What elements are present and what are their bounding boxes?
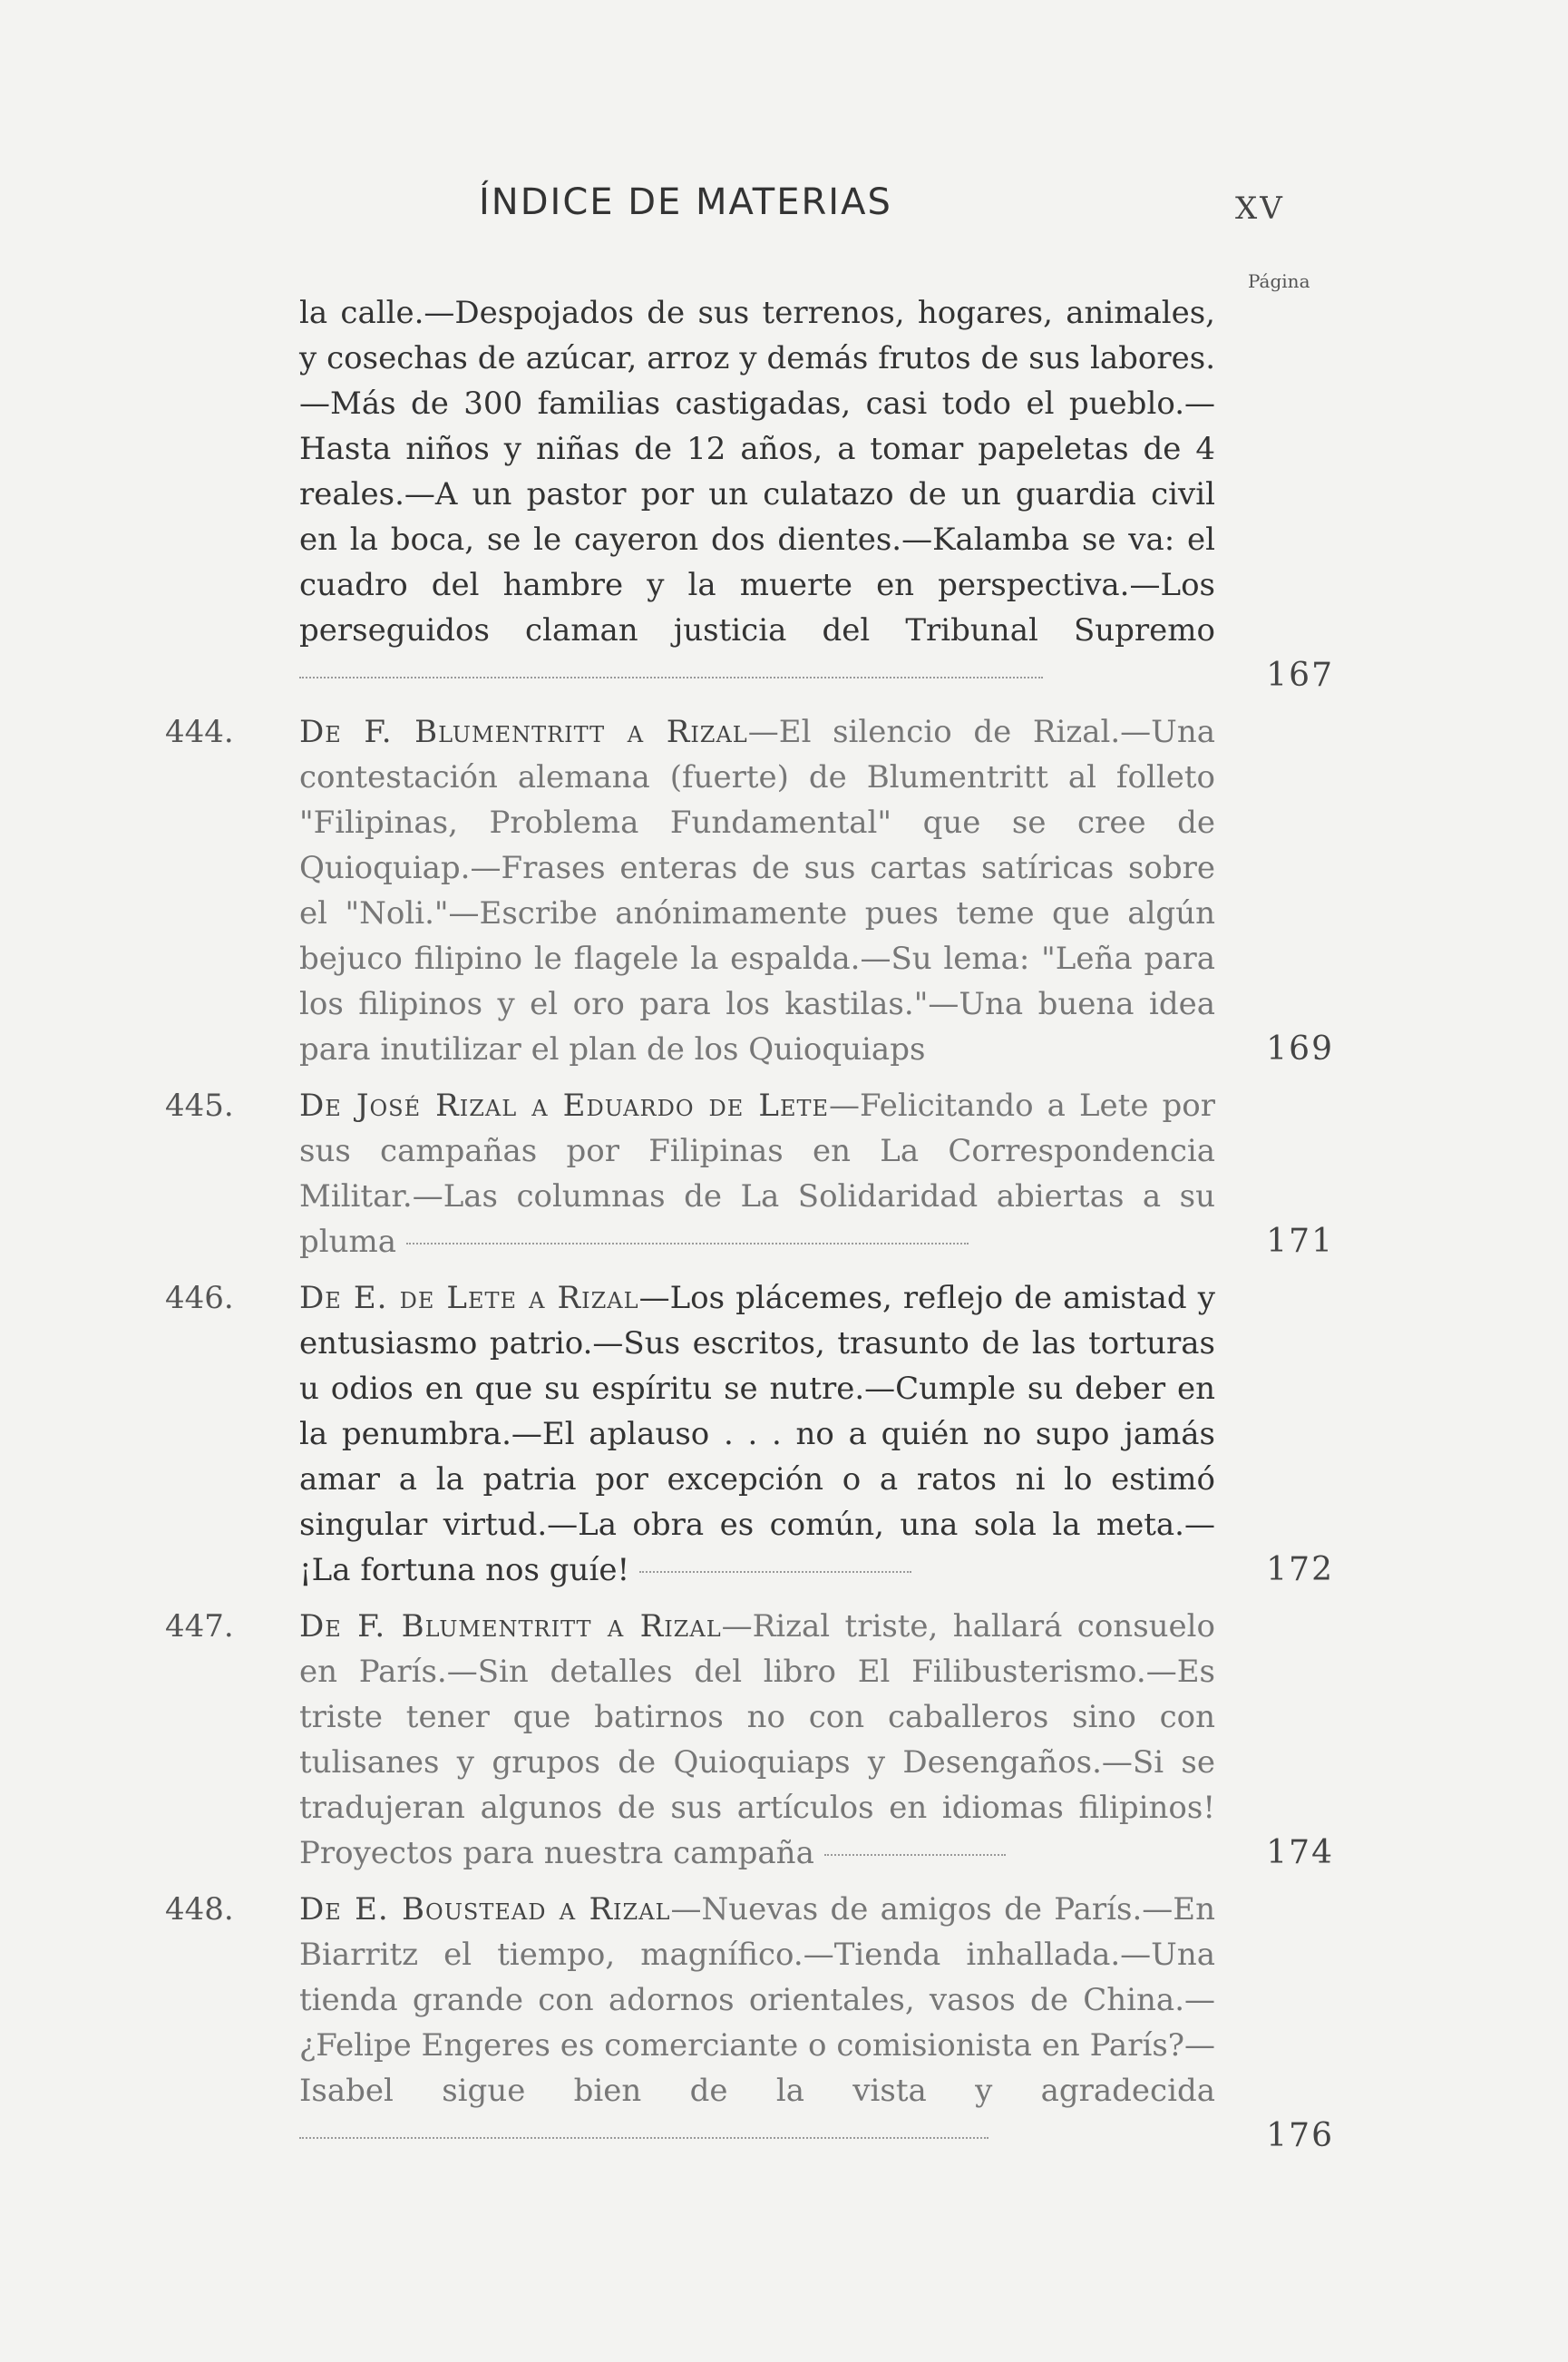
index-entry (0, 1604, 1568, 1876)
entry-lead: De F. Blumentritt a Rizal (299, 1608, 722, 1645)
entry-text: la calle.—Despojados de sus terrenos, hogares, animales, y cosechas de azúcar, arroz y demás frutos de sus labores.—Más de 300 familias castigadas, casi todo el pueblo.—Hasta niños y niñas de 12 años, a tomar papeletas de 4 reales.—A un pastor por un culatazo de un guardia civil en la boca, se le cayeron dos dientes.—Kalamba se va: el cuadro del hambre y la muerte en perspectiva.—Los perseguidos claman justicia del Tribunal Supremo (299, 295, 1215, 649)
leader-dots (824, 1854, 1006, 1856)
index-entry (0, 709, 1568, 1072)
entry-text: —Felicitando a Lete por sus campañas por Filipinas en La Correspondencia Militar.—Las columnas de La Solidaridad abiertas a su pluma (299, 1088, 1215, 1260)
entry-body (299, 1083, 1215, 1264)
entry-body (299, 1275, 1215, 1593)
index-entry (0, 1275, 1568, 1593)
entry-body (299, 1604, 1215, 1876)
entry-lead: De José Rizal a Eduardo de Lete (299, 1088, 829, 1124)
entry-number: 446. (165, 1280, 234, 1316)
entry-text: —El silencio de Rizal.—Una contestación alemana (fuerte) de Blumentritt al folleto "Filipinas, Problema Fundamental" que se cree de Quioquiap.—Frases enteras de sus cartas satíricas sobre el "Noli."—Escribe anónimamente pues teme que algún bejuco filipino le flagele la espalda.—Su lema: "Leña para los filipinos y el oro para los kastilas."—Una buena idea para inutilizar el plan de los Quioquiaps (299, 714, 1216, 1068)
index-entry (0, 1083, 1568, 1264)
entry-page: 171 (1266, 1223, 1334, 1260)
entry-page: 167 (1266, 657, 1334, 694)
entry-text: —Rizal triste, hallará consuelo en París.—Sin detalles del libro El Filibusterismo.—Es triste tener que batirnos no con caballeros sino con tulisanes y grupos de Quioquiaps y Desengaños.—Si se tradujeran algunos de sus artículos en idiomas filipinos! Proyectos para nuestra campaña (299, 1608, 1216, 1871)
page-column-label: Página (1248, 270, 1310, 292)
entry-page: 169 (1266, 1030, 1334, 1068)
entry-number: 448. (165, 1891, 234, 1928)
leader-dots (639, 1571, 911, 1573)
entry-page: 172 (1266, 1551, 1334, 1588)
entry-number: 444. (165, 714, 234, 750)
index-entries (0, 290, 1568, 2170)
entry-lead: De F. Blumentritt a Rizal (299, 714, 748, 750)
entry-text: —Nuevas de amigos de París.—En Biarritz el tiempo, magnífico.—Tienda inhallada.—Una tienda grande con adornos orientales, vasos de China.—¿Felipe Engeres es comerciante o comisionista en París?—Isabel sigue bien de la vista y agradecida (299, 1891, 1215, 2109)
leader-dots (299, 677, 1043, 678)
leader-dots (299, 2137, 989, 2139)
entry-body (299, 1887, 1215, 2159)
running-head-title: ÍNDICE DE MATERIAS (479, 181, 892, 223)
entry-lead: De E. de Lete a Rizal (299, 1280, 639, 1316)
index-entry (0, 290, 1568, 698)
entry-page: 174 (1266, 1834, 1334, 1871)
page-number: XV (1235, 190, 1285, 227)
entry-body (299, 709, 1215, 1072)
entry-body (299, 290, 1215, 698)
entry-page: 176 (1266, 2117, 1334, 2154)
entry-number: 447. (165, 1608, 234, 1645)
leader-dots (406, 1243, 969, 1244)
entry-number: 445. (165, 1088, 234, 1124)
entry-lead: De E. Boustead a Rizal (299, 1891, 671, 1928)
entry-text: —Los plácemes, reflejo de amistad y entusiasmo patrio.—Sus escritos, trasunto de las torturas u odios en que su espíritu se nutre.—Cumple su deber en la penumbra.—El aplauso . . . no a quién no supo jamás amar a la patria por excepción o a ratos ni lo estimó singular virtud.—La obra es común, una sola la meta.—¡La fortuna nos guíe! (299, 1280, 1215, 1588)
index-entry (0, 1887, 1568, 2159)
